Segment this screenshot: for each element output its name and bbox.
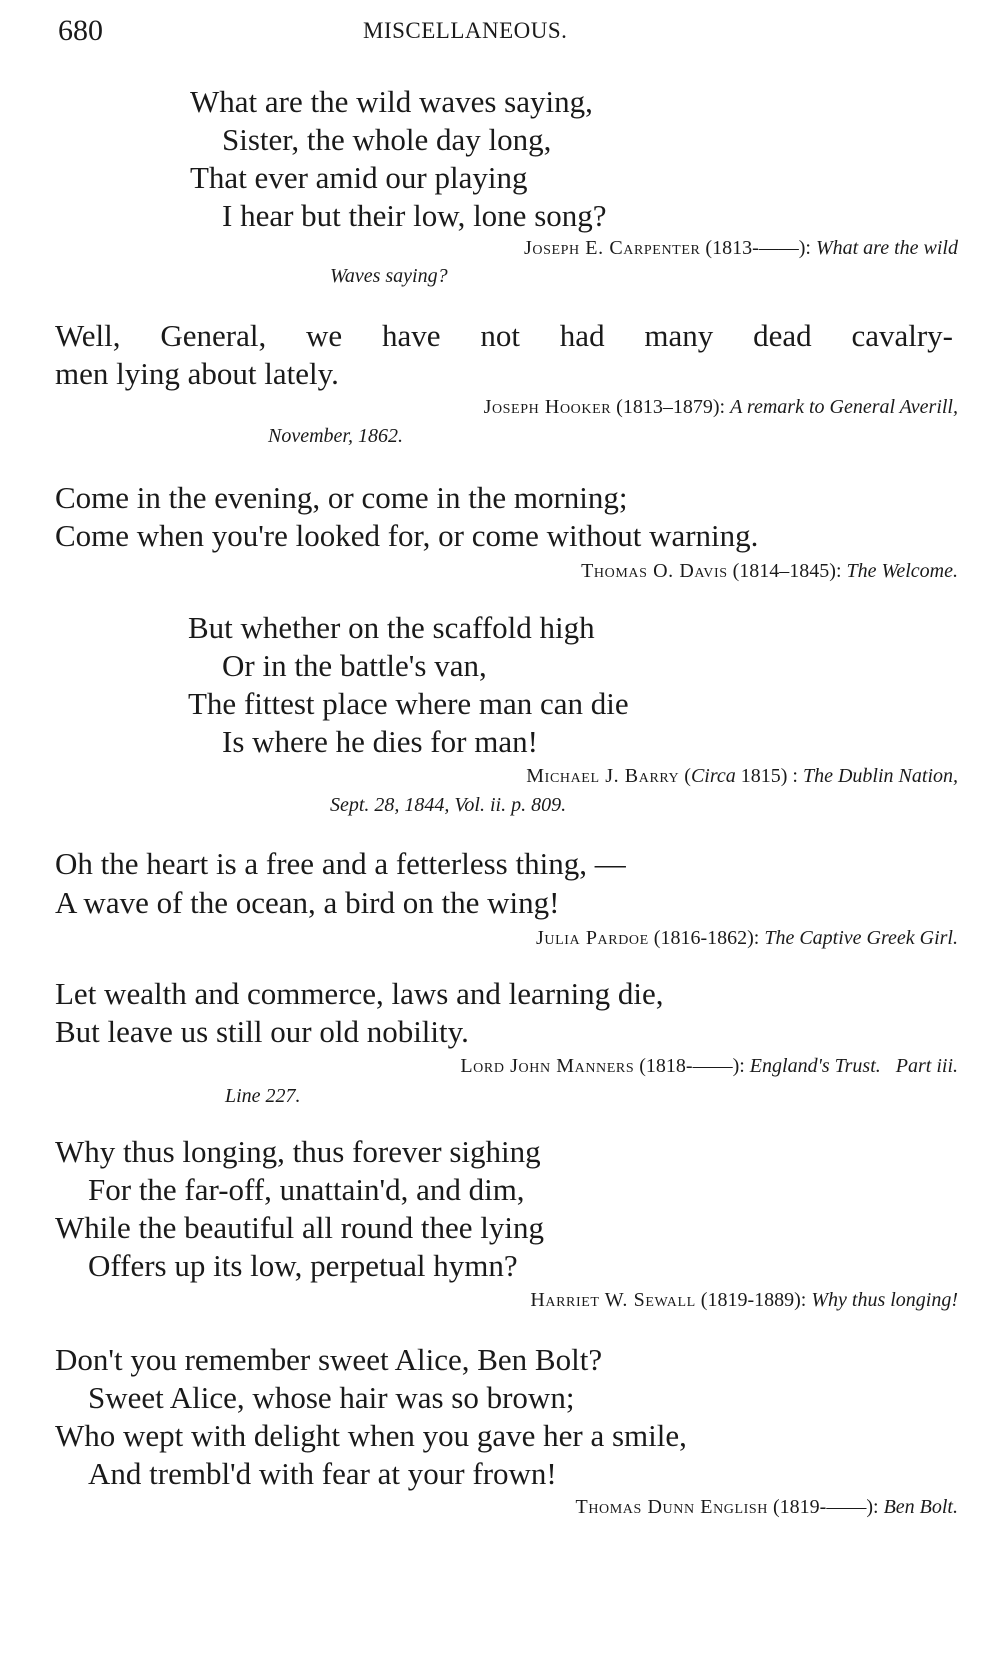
verse-line: Who wept with delight when you gave her a smile,	[55, 1418, 687, 1453]
verse-line: Don't you remember sweet Alice, Ben Bolt?	[55, 1342, 603, 1377]
work-title: Why thus longing!	[811, 1289, 958, 1311]
author-dates: (1813-——):	[705, 237, 811, 259]
verse-line: But whether on the scaffold high	[188, 610, 595, 645]
verse-line: Come in the evening, or come in the morning;	[55, 480, 628, 515]
work-title-continued: Sept. 28, 1844, Vol. ii. p. 809.	[330, 794, 567, 816]
author-name: Harriet W. Sewall	[530, 1289, 696, 1311]
running-title: MISCELLANEOUS.	[363, 18, 568, 43]
page-number: 680	[58, 14, 103, 47]
verse-line: While the beautiful all round thee lying	[55, 1210, 544, 1245]
work-title: England's Trust. Part iii.	[749, 1055, 958, 1077]
attribution	[530, 1290, 958, 1310]
author-name: Lord John Manners	[460, 1055, 635, 1077]
attribution	[460, 1056, 958, 1076]
author-name: Julia Pardoe	[536, 927, 649, 949]
author-dates-prefix: (	[684, 765, 691, 787]
work-title: Ben Bolt.	[883, 1496, 958, 1518]
author-name: Michael J. Barry	[526, 765, 680, 787]
circa-label: Circa	[690, 765, 736, 787]
verse-line: Come when you're looked for, or come without warning.	[55, 518, 759, 553]
verse-line: Sweet Alice, whose hair was so brown;	[88, 1380, 575, 1415]
author-dates: (1819-——):	[773, 1496, 879, 1518]
attribution	[581, 561, 958, 581]
work-title: The Dublin Nation,	[802, 765, 958, 787]
verse-line: What are the wild waves saying,	[190, 84, 593, 119]
verse-line: Let wealth and commerce, laws and learning die,	[55, 976, 664, 1011]
verse-line: I hear but their low, lone song?	[222, 198, 607, 233]
author-name: Thomas Dunn English	[575, 1496, 769, 1518]
work-title-continued: Line 227.	[225, 1085, 301, 1107]
work-title: The Captive Greek Girl.	[764, 927, 958, 949]
author-dates: 1815) :	[740, 765, 798, 787]
verse-line: Oh the heart is a free and a fetterless thing, —	[55, 846, 626, 881]
author-name: Thomas O. Davis	[581, 560, 728, 582]
prose-line: men lying about lately.	[55, 356, 339, 391]
verse-line: For the far-off, unattain'd, and dim,	[88, 1172, 525, 1207]
attribution	[536, 928, 958, 948]
author-dates: (1816-1862):	[653, 927, 760, 949]
verse-line: Or in the battle's van,	[222, 648, 487, 683]
author-dates: (1814–1845):	[732, 560, 842, 582]
attribution	[484, 397, 958, 417]
attribution	[576, 1497, 959, 1517]
verse-line: Sister, the whole day long,	[222, 122, 552, 157]
author-dates: (1813–1879):	[616, 396, 726, 418]
attribution	[526, 766, 958, 786]
verse-line: Is where he dies for man!	[222, 724, 538, 759]
author-dates: (1819-1889):	[700, 1289, 807, 1311]
author-dates: (1818-——):	[639, 1055, 745, 1077]
verse-line: But leave us still our old nobility.	[55, 1014, 469, 1049]
verse-line: The fittest place where man can die	[188, 686, 629, 721]
author-name: Joseph E. Carpenter	[523, 237, 701, 259]
work-title: What are the wild	[815, 237, 958, 259]
verse-line: Offers up its low, perpetual hymn?	[88, 1248, 518, 1283]
work-title: The Welcome.	[846, 560, 958, 582]
verse-line: That ever amid our playing	[190, 160, 528, 195]
page-header	[58, 14, 958, 54]
work-title: A remark to General Averill,	[730, 396, 958, 418]
verse-line: And trembl'd with fear at your frown!	[88, 1456, 557, 1491]
verse-line: A wave of the ocean, a bird on the wing!	[55, 885, 560, 920]
work-title-continued: Waves saying?	[330, 265, 448, 287]
author-name: Joseph Hooker	[483, 396, 612, 418]
attribution	[524, 238, 958, 258]
verse-line: Why thus longing, thus forever sighing	[55, 1134, 541, 1169]
work-title-continued: November, 1862.	[268, 425, 403, 447]
prose-line: Well, General, we have not had many dead cavalry-	[55, 318, 953, 353]
